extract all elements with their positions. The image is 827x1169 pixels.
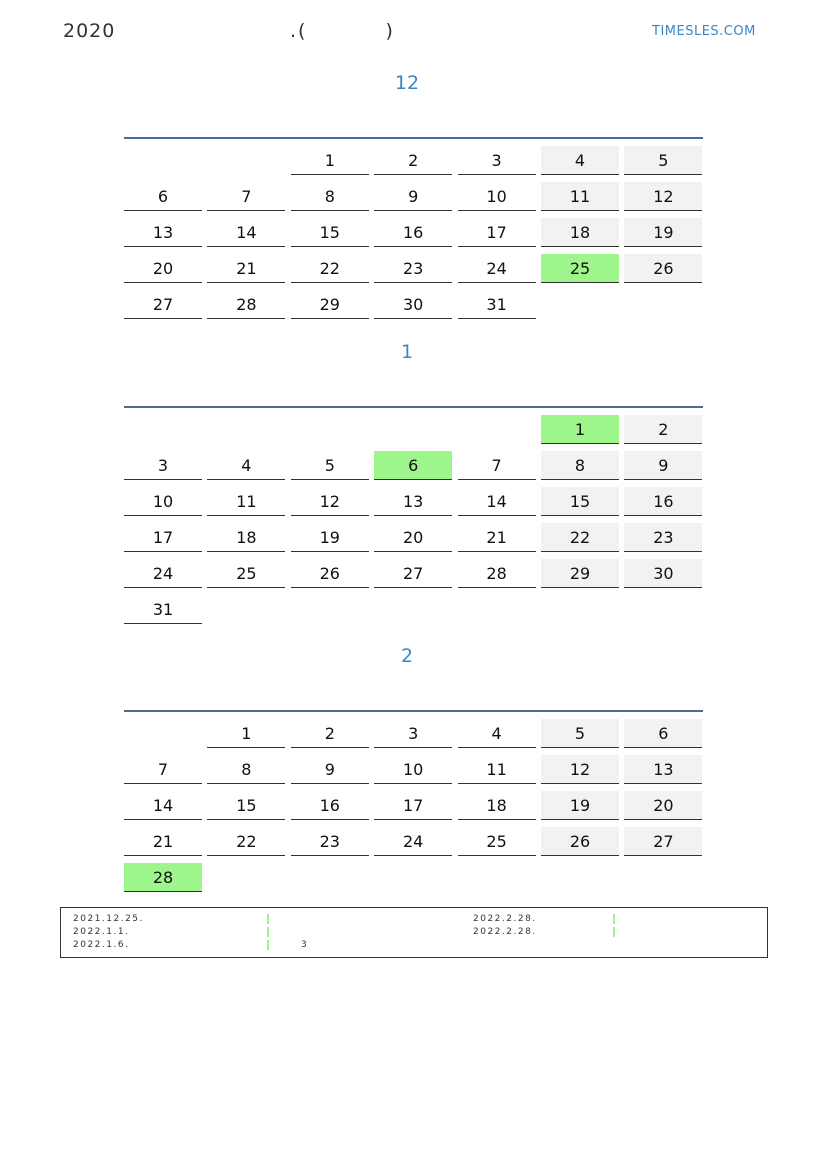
day-cell: 16 xyxy=(291,791,369,820)
day-cell: 18 xyxy=(541,218,619,247)
calendar-january xyxy=(124,406,703,619)
day-cell: 4 xyxy=(541,146,619,175)
header-year: 2020 xyxy=(63,20,116,42)
day-cell: 18 xyxy=(458,791,536,820)
day-cell: 19 xyxy=(291,523,369,552)
day-cell: 17 xyxy=(124,523,202,552)
day-cell: 21 xyxy=(458,523,536,552)
day-cell: 6 xyxy=(124,182,202,211)
day-cell: 23 xyxy=(291,827,369,856)
day-cell: 1 xyxy=(207,719,285,748)
day-cell: 28 xyxy=(458,559,536,588)
day-cell: 24 xyxy=(374,827,452,856)
legend-date: 2022.1.1. xyxy=(73,927,130,937)
day-cell: 3 xyxy=(458,146,536,175)
day-cell: 8 xyxy=(291,182,369,211)
day-cell: 5 xyxy=(291,451,369,480)
day-cell: 2 xyxy=(291,719,369,748)
month-title-december: 12 xyxy=(394,72,420,94)
day-cell: 10 xyxy=(458,182,536,211)
day-cell: 1 xyxy=(541,415,619,444)
day-cell: 8 xyxy=(541,451,619,480)
day-cell: 19 xyxy=(541,791,619,820)
day-cell: 3 xyxy=(374,719,452,748)
day-cell: 31 xyxy=(124,595,202,624)
day-cell: 22 xyxy=(207,827,285,856)
day-cell: 12 xyxy=(291,487,369,516)
day-cell: 9 xyxy=(291,755,369,784)
day-cell: 24 xyxy=(124,559,202,588)
day-cell: 15 xyxy=(291,218,369,247)
day-cell: 23 xyxy=(624,523,702,552)
day-cell: 11 xyxy=(458,755,536,784)
day-cell: 6 xyxy=(624,719,702,748)
day-cell: 22 xyxy=(541,523,619,552)
day-cell: 14 xyxy=(124,791,202,820)
day-cell: 11 xyxy=(541,182,619,211)
day-cell: 13 xyxy=(124,218,202,247)
day-cell: 27 xyxy=(374,559,452,588)
site-link[interactable]: TIMESLES.COM xyxy=(652,24,756,39)
day-cell: 26 xyxy=(291,559,369,588)
day-cell: 11 xyxy=(207,487,285,516)
day-cell: 13 xyxy=(374,487,452,516)
day-cell: 18 xyxy=(207,523,285,552)
calendar-december xyxy=(124,137,703,314)
day-cell: 17 xyxy=(458,218,536,247)
legend-date: 2022.2.28. xyxy=(473,914,537,924)
day-cell: 4 xyxy=(207,451,285,480)
day-cell: 25 xyxy=(541,254,619,283)
day-cell: 28 xyxy=(207,290,285,319)
day-cell: 15 xyxy=(541,487,619,516)
day-cell: 17 xyxy=(374,791,452,820)
day-cell: 6 xyxy=(374,451,452,480)
legend-marker xyxy=(613,927,615,937)
day-cell: 26 xyxy=(541,827,619,856)
month-title-january: 1 xyxy=(400,341,414,363)
day-cell: 2 xyxy=(624,415,702,444)
day-cell: 27 xyxy=(624,827,702,856)
legend-date: 2022.1.6. xyxy=(73,940,130,950)
day-cell: 28 xyxy=(124,863,202,892)
day-cell: 20 xyxy=(124,254,202,283)
day-cell: 29 xyxy=(291,290,369,319)
day-cell: 3 xyxy=(124,451,202,480)
header-mid-left: .( xyxy=(290,20,308,42)
day-cell: 21 xyxy=(207,254,285,283)
day-cell: 24 xyxy=(458,254,536,283)
day-cell: 16 xyxy=(374,218,452,247)
day-cell: 13 xyxy=(624,755,702,784)
calendar-february xyxy=(124,710,703,887)
holiday-legend xyxy=(60,907,768,958)
day-cell: 16 xyxy=(624,487,702,516)
month-title-february: 2 xyxy=(400,645,414,667)
day-cell: 15 xyxy=(207,791,285,820)
legend-marker xyxy=(267,914,269,924)
legend-marker xyxy=(267,927,269,937)
legend-marker xyxy=(613,914,615,924)
day-cell: 29 xyxy=(541,559,619,588)
day-cell: 10 xyxy=(124,487,202,516)
day-cell: 12 xyxy=(541,755,619,784)
day-cell: 26 xyxy=(624,254,702,283)
day-cell: 1 xyxy=(291,146,369,175)
day-cell: 7 xyxy=(124,755,202,784)
day-cell: 23 xyxy=(374,254,452,283)
day-cell: 19 xyxy=(624,218,702,247)
day-cell: 12 xyxy=(624,182,702,211)
day-cell: 20 xyxy=(624,791,702,820)
day-cell: 9 xyxy=(374,182,452,211)
day-cell: 8 xyxy=(207,755,285,784)
legend-marker xyxy=(267,940,269,950)
day-cell: 5 xyxy=(624,146,702,175)
day-cell: 22 xyxy=(291,254,369,283)
day-cell: 4 xyxy=(458,719,536,748)
day-cell: 27 xyxy=(124,290,202,319)
legend-note: 3 xyxy=(301,940,309,950)
day-cell: 7 xyxy=(458,451,536,480)
day-cell: 14 xyxy=(207,218,285,247)
day-cell: 20 xyxy=(374,523,452,552)
legend-date: 2022.2.28. xyxy=(473,927,537,937)
header-title xyxy=(290,20,395,42)
day-cell: 30 xyxy=(374,290,452,319)
day-cell: 25 xyxy=(207,559,285,588)
day-cell: 31 xyxy=(458,290,536,319)
day-cell: 5 xyxy=(541,719,619,748)
day-cell: 2 xyxy=(374,146,452,175)
day-cell: 25 xyxy=(458,827,536,856)
day-cell: 10 xyxy=(374,755,452,784)
legend-date: 2021.12.25. xyxy=(73,914,144,924)
header-mid-right: ) xyxy=(385,20,395,42)
day-cell: 7 xyxy=(207,182,285,211)
day-cell: 30 xyxy=(624,559,702,588)
day-cell: 9 xyxy=(624,451,702,480)
day-cell: 21 xyxy=(124,827,202,856)
day-cell: 14 xyxy=(458,487,536,516)
